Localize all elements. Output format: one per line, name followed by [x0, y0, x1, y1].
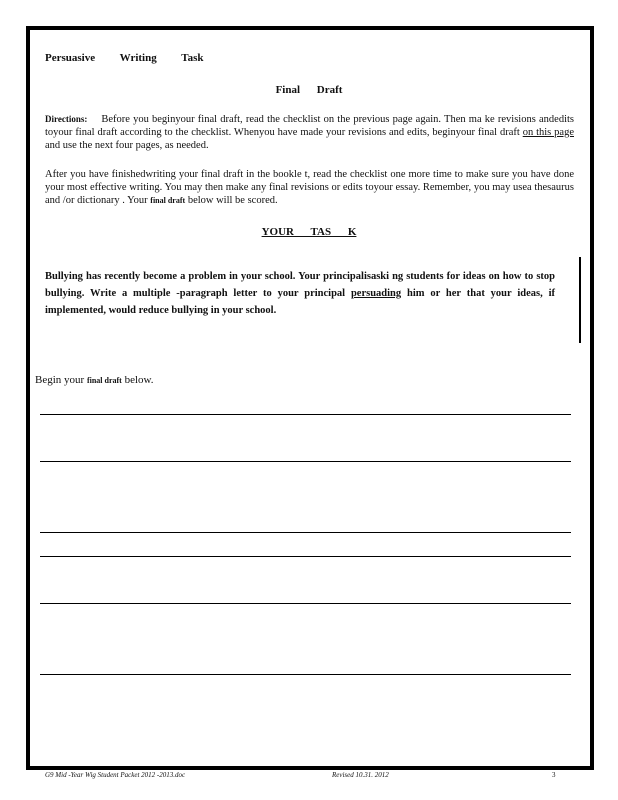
- writing-line[interactable]: [40, 414, 571, 415]
- section-subtitle: Final Draft: [275, 84, 343, 96]
- after-text: After you have finishedwriting your final draft in the bookle t, read the checklist one more time to make sure you have done your most effective writing. You may then make any final revisions or edits toyour essay. Remember, you may usea thesaurus and /or dictionary . Your: [45, 169, 574, 206]
- document-header: Persuasive Writing Task: [45, 52, 204, 64]
- task-text: Bullying has recently become a problem in your school. Your principalisaski ng students for ideas on how to stop bullying. Write a multiple -paragraph letter to your principal: [45, 271, 555, 299]
- footer-revised: Revised 10.31. 2012: [332, 771, 389, 779]
- writing-line[interactable]: [40, 532, 571, 533]
- final-draft-small-2: final draft: [86, 376, 122, 385]
- on-this-page-link: on this page: [522, 127, 574, 138]
- footer-filename: G9 Mid -Year Wig Student Packet 2012 -2013.doc: [45, 771, 186, 779]
- writing-line[interactable]: [40, 461, 571, 462]
- writing-line[interactable]: [40, 603, 571, 604]
- after-text-end: below will be scored.: [185, 195, 278, 206]
- task-side-rule: [579, 257, 581, 343]
- page-number: 3: [552, 771, 556, 779]
- writing-line[interactable]: [40, 556, 571, 557]
- task-text-end: him or her that your ideas, if implemented, would reduce bullying in your school.: [45, 288, 555, 316]
- final-draft-small: final draft: [150, 196, 186, 205]
- task-title: YOUR TAS K: [261, 226, 357, 238]
- persuading-word: persuading: [350, 288, 402, 299]
- after-paragraph: [45, 168, 574, 207]
- directions-label: Directions:: [45, 114, 88, 124]
- directions-paragraph: [45, 113, 574, 152]
- directions-text: Before you beginyour final draft, read the checklist on the previous page again. Then ma ke revisions andedits toyour final draft according to the checklist. Whenyou have made your revisions and edits, beginyour final draft: [45, 114, 574, 138]
- writing-line[interactable]: [40, 674, 571, 675]
- begin-instruction: Begin your final draft below.: [35, 374, 154, 386]
- task-prompt: [45, 268, 555, 319]
- directions-text-end: and use the next four pages, as needed.: [45, 140, 209, 151]
